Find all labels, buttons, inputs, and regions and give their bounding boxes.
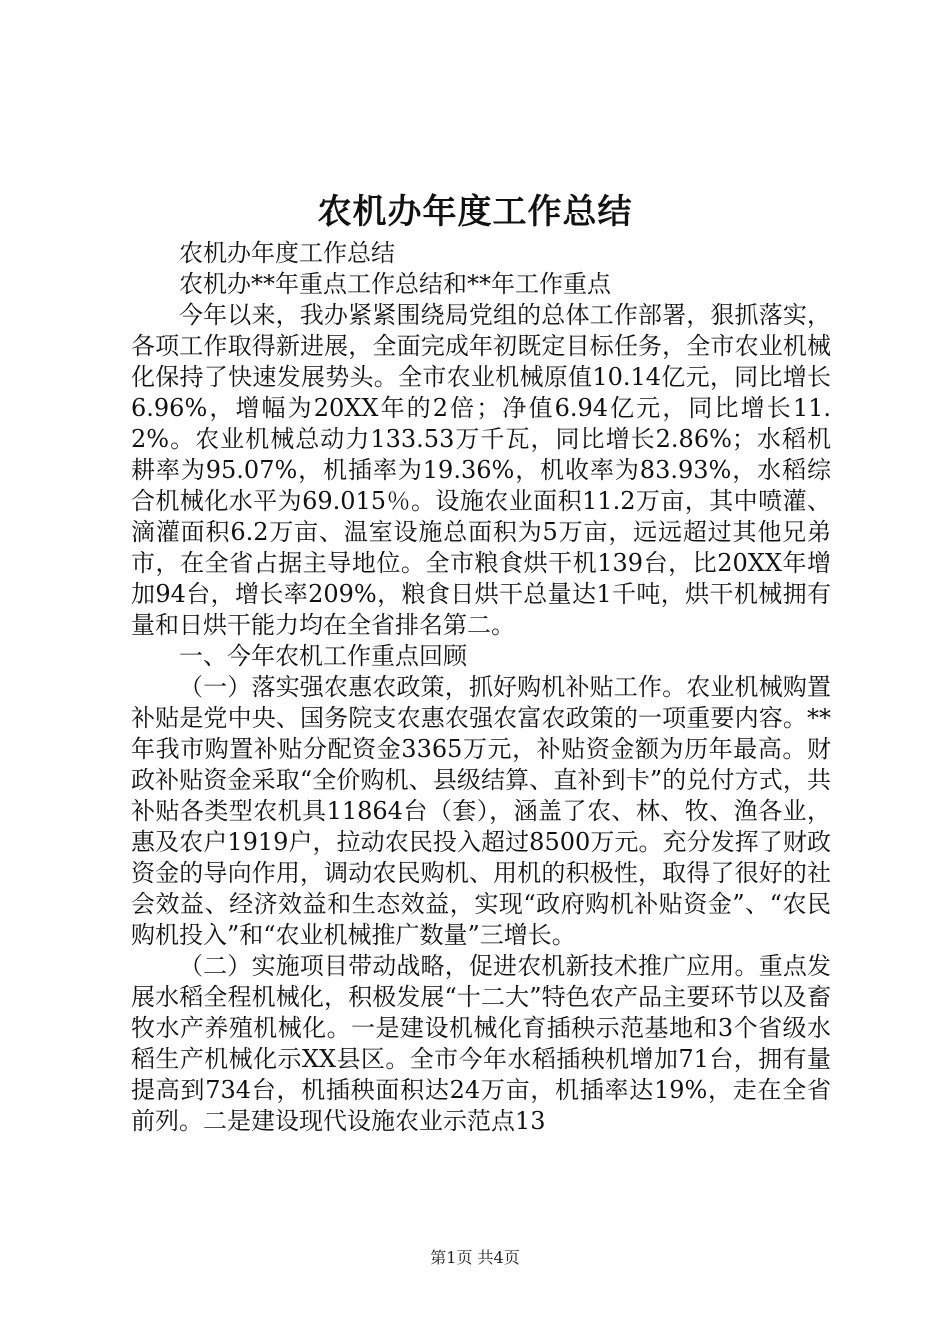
document-body xyxy=(131,238,831,1137)
page-footer: 第1页 共4页 xyxy=(430,1248,520,1267)
document-title: 农机办年度工作总结 xyxy=(317,192,633,232)
project-paragraph: （二）实施项目带动战略，促进农机新技术推广应用。重点发展水稻全程机械化，积极发展“十二大”特色农产品主要环节以及畜牧水产养殖机械化。一是建设机械化育插秧示范基地和3个省级水稻生产机械化示XX县区。全市今年水稻插秧机增加71台，拥有量提高到734台，机插秧面积达24万亩，机插率达19%，走在全省前列。二是建设现代设施农业示范点13 xyxy=(131,952,831,1135)
subsidy-paragraph: （一）落实强农惠农政策，抓好购机补贴工作。农业机械购置补贴是党中央、国务院支农惠农强农富农政策的一项重要内容。**年我市购置补贴分配资金3365万元，补贴资金额为历年最高。财政补贴资金采取“全价购机、县级结算、直补到卡”的兑付方式，共补贴各类型农机具11864台（套），涵盖了农、林、牧、渔各业，惠及农户1919户，拉动农民投入超过8500万元。充分发挥了财政资金的导向作用，调动农民购机、用机的积极性，取得了很好的社会效益、经济效益和生态效益，实现“政府购机补贴资金”、“农民购机投入”和“农业机械推广数量”三增长。 xyxy=(131,673,831,949)
subheading-paragraph: 农机办**年重点工作总结和**年工作重点 xyxy=(179,270,611,298)
summary-paragraph: 今年以来，我办紧紧围绕局党组的总体工作部署，狠抓落实，各项工作取得新进展，全面完成年初既定目标任务，全市农业机械化保持了快速发展势头。全市农业机械原值10.14亿元，同比增长6.96%，增幅为20XX年的2倍；净值6.94亿元，同比增长11.2%。农业机械总动力133.53万千瓦，同比增长2.86%；水稻机耕率为95.07%，机插率为19.36%，机收率为83.93%，水稻综合机械化水平为69.015％。设施农业面积11.2万亩，其中喷灌、滴灌面积6.2万亩、温室设施总面积为5万亩，远远超过其他兄弟市，在全省占据主导地位。全市粮食烘干机139台，比20XX年增加94台，增长率209%，粮食日烘干总量达1千吨，烘干机械拥有量和日烘干能力均在全省排名第二。 xyxy=(131,301,831,639)
section-heading: 一、今年农机工作重点回顾 xyxy=(179,642,467,670)
subtitle-paragraph: 农机办年度工作总结 xyxy=(179,239,395,267)
